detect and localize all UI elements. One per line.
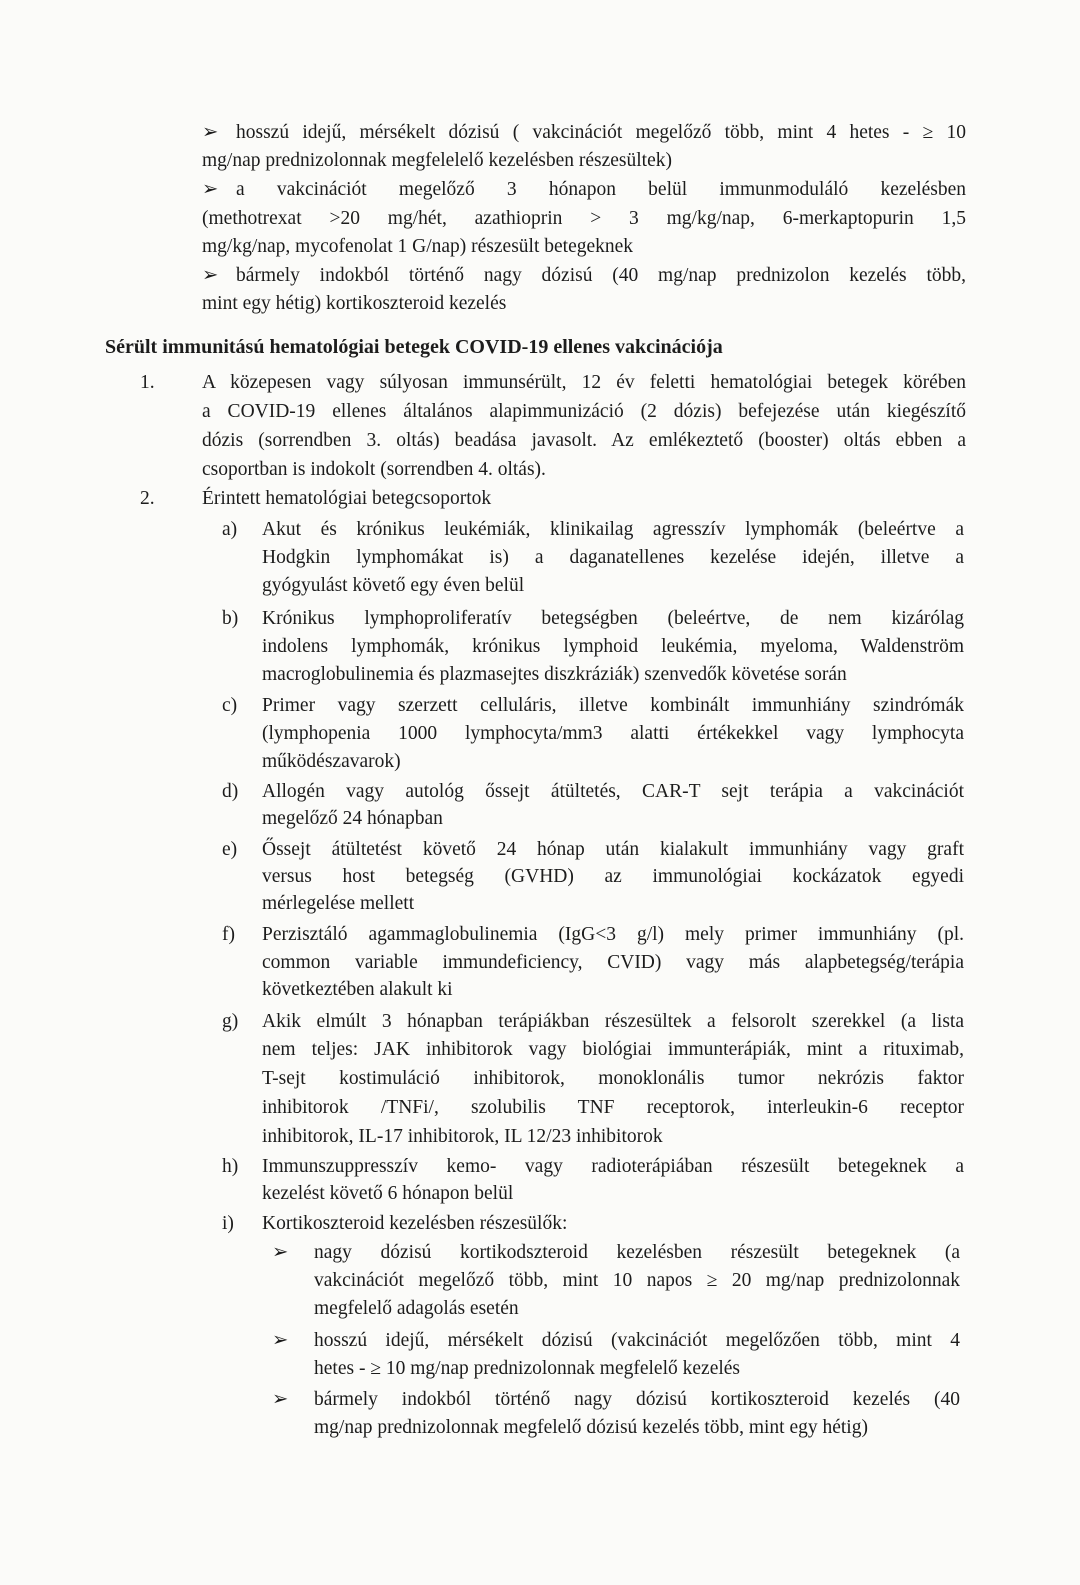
item-1-line-2: a COVID-19 ellenes általános alapimmunizáció (2 dózis) befejezése után kiegészítő — [202, 401, 966, 422]
sub-item-f-line-3: következtében alakult ki — [262, 979, 453, 1000]
sub-item-label-c: c) — [222, 695, 238, 716]
sub-item-label-b: b) — [222, 608, 239, 629]
sub-bullet-1-line-2: vakcinációt megelőző több, mint 10 napos ≥ 20 mg/nap prednizolonnak — [314, 1270, 960, 1291]
item-1-line-3: dózis (sorrendben 3. oltás) beadása javasolt. Az emlékeztető (booster) oltás ebben a — [202, 430, 966, 451]
sub-item-c-line-1: Primer vagy szerzett celluláris, illetve kombinált immunhiány szindrómák — [262, 695, 964, 716]
arrow-bullet-icon: ➢ — [272, 1389, 289, 1410]
sub-item-a-line-1: Akut és krónikus leukémiák, klinikailag agresszív lymphomák (beleértve a — [262, 519, 964, 540]
top-bullet-3-line-1: ➢ bármely indokból történő nagy dózisú (40 mg/nap prednizolon kezelés több, — [202, 263, 966, 289]
sub-item-i-line-1: Kortikoszteroid kezelésben részesülők: — [262, 1213, 568, 1234]
top-bullet-2-line-1: ➢ a vakcinációt megelőző 3 hónapon belül immunmoduláló kezelésben — [202, 177, 966, 203]
sub-item-b-line-2: indolens lymphomák, krónikus lymphoid leukémia, myeloma, Waldenström — [262, 636, 964, 657]
section-title: Sérült immunitású hematológiai betegek COVID-19 ellenes vakcinációja — [105, 336, 723, 358]
sub-item-label-h: h) — [222, 1156, 239, 1177]
top-bullet-1-line-2: mg/nap prednizolonnak megfelelelő kezelésben részesültek) — [202, 150, 672, 171]
sub-item-g-line-3: T-sejt kostimuláció inhibitorok, monoklonális tumor nekrózis faktor — [262, 1068, 964, 1089]
sub-item-e-line-1: Őssejt átültetést követő 24 hónap után kialakult immunhiány vagy graft — [262, 839, 964, 860]
top-bullet-2-line-3: mg/kg/nap, mycofenolat 1 G/nap) részesült betegeknek — [202, 236, 634, 257]
sub-item-a-line-3: gyógyulást követő egy éven belül — [262, 575, 525, 596]
item-1-line-4: csoportban is indokolt (sorrendben 4. oltás). — [202, 459, 546, 480]
sub-item-g-line-2: nem teljes: JAK inhibitorok vagy biológiai immunterápiák, mint a rituximab, — [262, 1039, 964, 1060]
sub-item-c-line-2: (lymphopenia 1000 lymphocyta/mm3 alatti értékekkel vagy lymphocyta — [262, 723, 964, 744]
sub-item-label-i: i) — [222, 1213, 234, 1234]
arrow-bullet-icon: ➢ — [202, 122, 219, 143]
sub-item-label-d: d) — [222, 781, 239, 802]
item-2-line-1: Érintett hematológiai betegcsoportok — [202, 488, 492, 509]
sub-bullet-3-line-1: bármely indokból történő nagy dózisú kortikoszteroid kezelés (40 — [314, 1389, 960, 1410]
sub-bullet-3-line-2: mg/nap prednizolonnak megfelelő dózisú kezelés több, mint egy hétig) — [314, 1417, 868, 1438]
sub-item-h-line-2: kezelést követő 6 hónapon belül — [262, 1183, 514, 1204]
arrow-bullet-icon: ➢ — [272, 1330, 289, 1351]
sub-item-label-a: a) — [222, 519, 238, 540]
item-number-1: 1. — [140, 372, 155, 393]
arrow-bullet-icon: ➢ — [272, 1242, 289, 1263]
sub-bullet-1-line-1: nagy dózisú kortikodszteroid kezelésben részesült betegeknek (a — [314, 1242, 960, 1263]
sub-item-b-line-1: Krónikus lymphoproliferatív betegségben (beleértve, de nem kizárólag — [262, 608, 964, 629]
top-bullet-2-line-2: (methotrexat >20 mg/hét, azathioprin > 3 mg/kg/nap, 6-merkaptopurin 1,5 — [202, 208, 966, 229]
arrow-bullet-icon: ➢ — [202, 179, 219, 200]
sub-item-label-e: e) — [222, 839, 238, 860]
sub-item-label-g: g) — [222, 1011, 239, 1032]
sub-bullet-2-line-1: hosszú idejű, mérsékelt dózisú (vakcinációt megelőzően több, mint 4 — [314, 1330, 960, 1351]
sub-item-a-line-2: Hodgkin lymphomákat is) a daganatellenes kezelése idején, illetve a — [262, 547, 964, 568]
item-number-2: 2. — [140, 488, 155, 509]
item-1-line-1: A közepesen vagy súlyosan immunsérült, 12 év feletti hematológiai betegek körében — [202, 372, 966, 393]
sub-item-d-line-2: megelőző 24 hónapban — [262, 808, 443, 829]
sub-item-e-line-2: versus host betegség (GVHD) az immunológiai kockázatok egyedi — [262, 866, 964, 887]
sub-item-f-line-1: Perzisztáló agammaglobulinemia (IgG<3 g/l) mely primer immunhiány (pl. — [262, 924, 964, 945]
sub-item-label-f: f) — [222, 924, 235, 945]
sub-bullet-2-line-2: hetes - ≥ 10 mg/nap prednizolonnak megfelelő kezelés — [314, 1358, 741, 1379]
top-bullet-3-line-2: mint egy hétig) kortikoszteroid kezelés — [202, 293, 507, 314]
sub-item-d-line-1: Allogén vagy autológ őssejt átültetés, CAR-T sejt terápia a vakcinációt — [262, 781, 964, 802]
sub-bullet-1-line-3: megfelelő adagolás esetén — [314, 1298, 519, 1319]
sub-item-f-line-2: common variable immundeficiency, CVID) vagy más alapbetegség/terápia — [262, 952, 964, 973]
sub-item-g-line-5: inhibitorok, IL-17 inhibitorok, IL 12/23 inhibitorok — [262, 1126, 663, 1147]
sub-item-c-line-3: működészavarok) — [262, 751, 401, 772]
sub-item-b-line-3: macroglobulinemia és plazmasejtes diszkráziák) szenvedők követése során — [262, 664, 847, 685]
sub-item-g-line-4: inhibitorok /TNFi/, szolubilis TNF receptorok, interleukin-6 receptor — [262, 1097, 964, 1118]
sub-item-g-line-1: Akik elmúlt 3 hónapban terápiákban részesültek a felsorolt szerekkel (a lista — [262, 1011, 964, 1032]
sub-item-e-line-3: mérlegelése mellett — [262, 893, 415, 914]
arrow-bullet-icon: ➢ — [202, 265, 219, 286]
sub-item-h-line-1: Immunszuppresszív kemo- vagy radioterápiában részesült betegeknek a — [262, 1156, 964, 1177]
top-bullet-1-line-1: ➢ hosszú idejű, mérsékelt dózisú ( vakcinációt megelőző több, mint 4 hetes - ≥ 10 — [202, 120, 966, 146]
